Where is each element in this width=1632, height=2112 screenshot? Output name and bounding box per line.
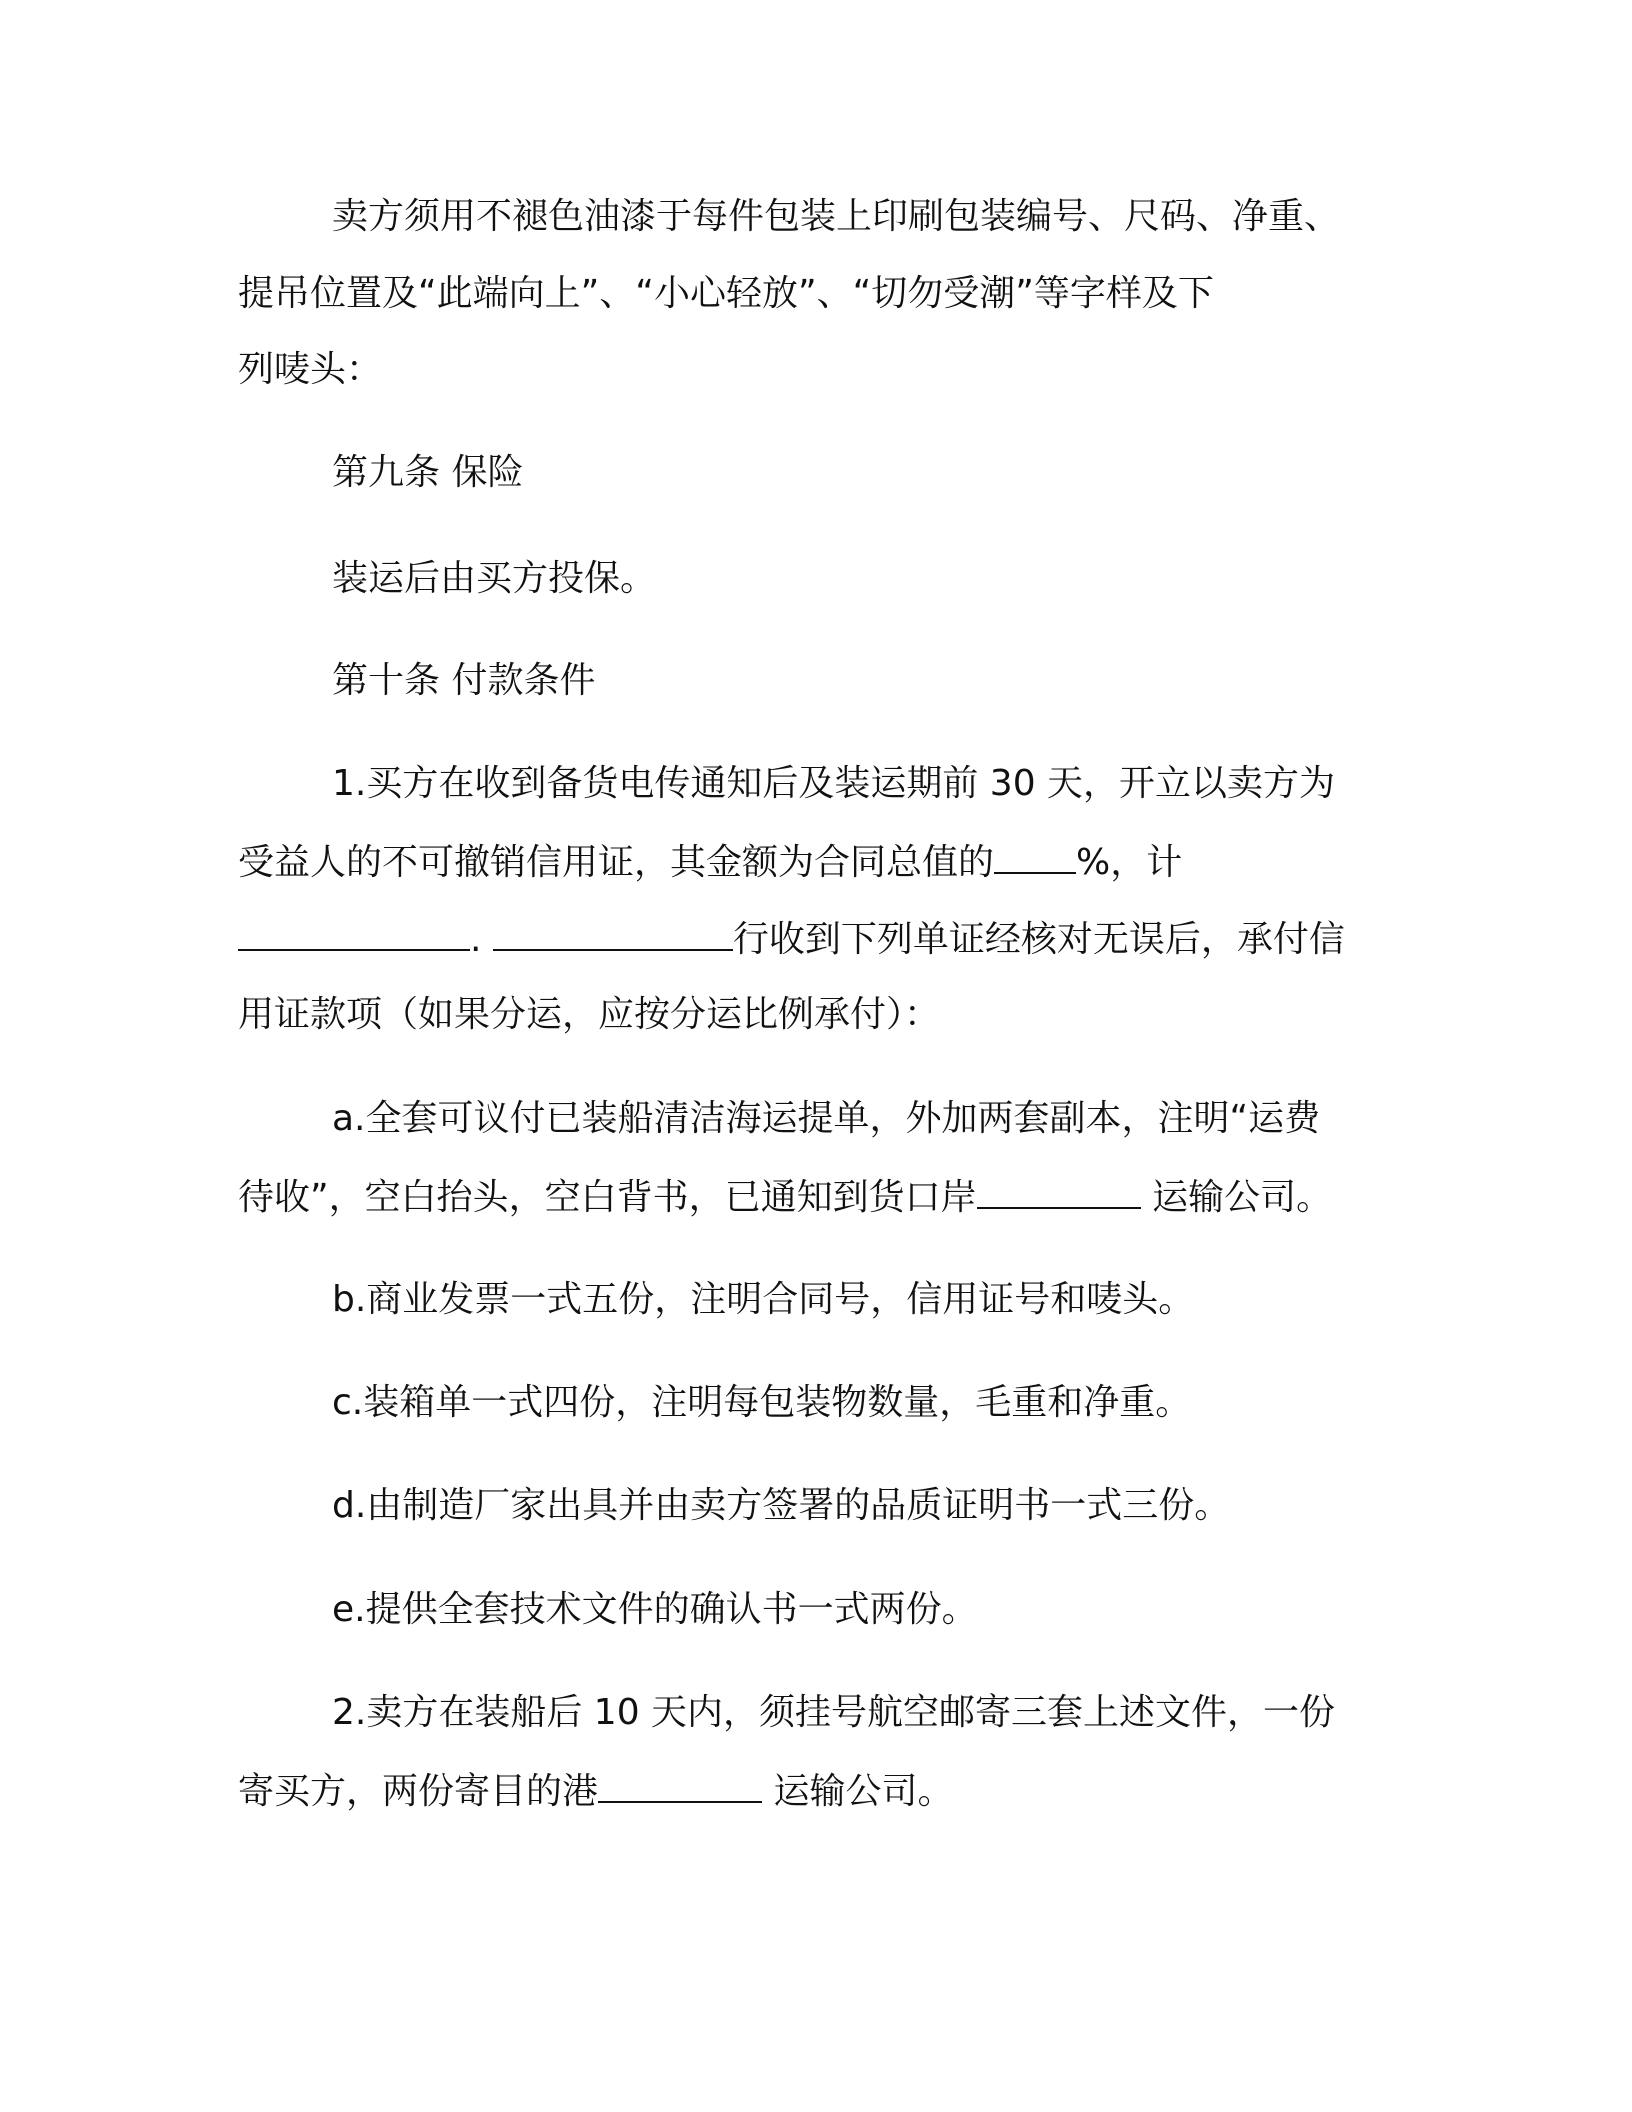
item-1-line-1: 1.买方在收到备货电传通知后及装运期前 30 天，开立以卖方为 <box>332 763 1336 804</box>
item-1-line-2-text: 受益人的不可撤销信用证，其金额为合同总值的 <box>238 842 995 884</box>
bank-blank <box>493 915 733 951</box>
item-a-line-2 <box>238 1173 1332 1222</box>
item-1-line-3-text: 行收到下列单证经核对无误后，承付信 <box>732 919 1345 961</box>
packing-marks-line-3: 列唛头： <box>238 349 383 390</box>
item-1-line-2-suffix: %，计 <box>1076 842 1183 884</box>
item-1-line-3 <box>238 915 1345 964</box>
article-10-heading: 第十条 付款条件 <box>332 660 596 701</box>
item-2-line-1: 2.卖方在装船后 10 天内，须挂号航空邮寄三套上述文件，一份 <box>332 1692 1336 1733</box>
item-2-line-2-suffix: 运输公司。 <box>762 1771 954 1813</box>
percent-blank <box>994 838 1076 874</box>
item-1-line-2 <box>238 838 1182 887</box>
item-b: b.商业发票一式五份，注明合同号，信用证号和唛头。 <box>332 1279 1195 1320</box>
item-a-line-2-suffix: 运输公司。 <box>1140 1177 1333 1219</box>
item-d: d.由制造厂家出具并由卖方签署的品质证明书一式三份。 <box>332 1485 1231 1526</box>
article-9-text: 装运后由买方投保。 <box>332 558 657 599</box>
packing-marks-line-2: 提吊位置及“此端向上”、“小心轻放”、“切勿受潮”等字样及下 <box>238 273 1214 314</box>
port-blank <box>977 1173 1141 1209</box>
amount-blank <box>238 915 470 951</box>
item-a-line-2-text: 待收”，空白抬头，空白背书，已通知到货口岸 <box>238 1177 977 1219</box>
item-2-line-2 <box>238 1767 953 1816</box>
destination-port-blank <box>598 1767 762 1803</box>
item-2-line-2-text: 寄买方，两份寄目的港 <box>238 1771 599 1813</box>
item-1-line-4: 用证款项（如果分运，应按分运比例承付）： <box>238 994 941 1035</box>
packing-marks-line-1: 卖方须用不褪色油漆于每件包装上印刷包装编号、尺码、净重、 <box>332 196 1341 237</box>
item-e: e.提供全套技术文件的确认书一式两份。 <box>332 1589 978 1630</box>
item-c: c.装箱单一式四份，注明每包装物数量，毛重和净重。 <box>332 1382 1192 1423</box>
article-9-heading: 第九条 保险 <box>332 452 524 493</box>
item-a-line-1: a.全套可议付已装船清洁海运提单，外加两套副本，注明“运费 <box>332 1098 1321 1139</box>
item-1-line-3-separator: . <box>470 919 482 961</box>
